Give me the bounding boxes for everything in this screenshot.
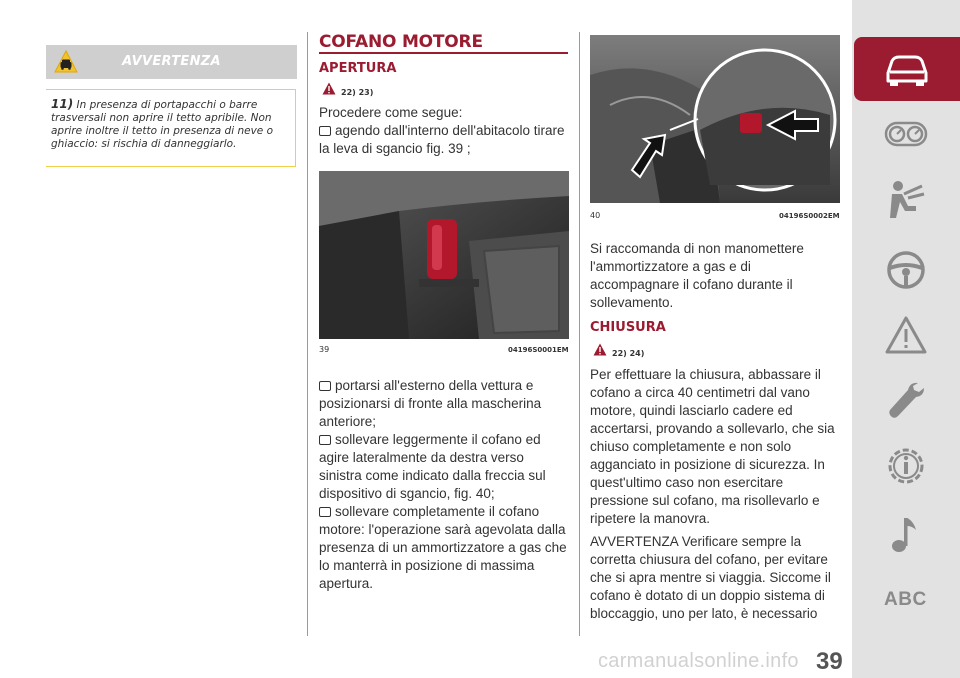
checkbox-icon (319, 381, 331, 391)
wrench-icon[interactable] (886, 380, 926, 422)
figure-39-image (319, 171, 569, 339)
warning-title: AVVERTENZA (122, 54, 221, 69)
warning-triangle-icon (322, 82, 336, 95)
opening-step-1: agendo dall'interno dell'abitacolo tirare la leva di sgancio fig. 39 ; (319, 123, 565, 156)
opening-heading: APERTURA (319, 61, 397, 76)
warning-header (46, 45, 297, 79)
column-divider-left (307, 32, 308, 636)
page-number: 39 (816, 648, 843, 675)
watermark: carmanualsonline.info (598, 650, 799, 672)
hood-latch-illustration (590, 35, 840, 203)
column-divider-right (579, 32, 580, 636)
figure-40-image (590, 35, 840, 203)
music-note-icon[interactable] (890, 514, 922, 554)
closing-heading: CHIUSURA (590, 320, 666, 335)
steering-wheel-icon[interactable] (886, 250, 926, 290)
closing-paragraph-2: AVVERTENZA Verificare sempre la corretta chiusura del cofano, per evitare che si apra mentre si viaggia. Siccome il cofano è dotato di un doppio sistema di bloccaggio, uno per lato, è necessario (590, 534, 831, 621)
info-gear-icon[interactable] (884, 444, 928, 488)
figure-40-code: 04196S0002EM (779, 212, 840, 220)
opening-intro: Procedere come segue: (319, 105, 463, 120)
checkbox-icon (319, 126, 331, 136)
section-title: COFANO MOTORE (319, 32, 483, 52)
checkbox-icon (319, 507, 331, 517)
advice-paragraph: Si raccomanda di non manomettere l'ammortizzatore a gas e di accompagnare il cofano durante il sollevamento. (590, 241, 804, 310)
warning-text: In presenza di portapacchi o barre trasversali non aprire il tetto apribile. Non aprire inoltre il tetto in presenza di neve o ghiaccio: si rischia di danneggiarlo. (51, 99, 274, 150)
checkbox-icon (319, 435, 331, 445)
warning-number: 11) (51, 97, 74, 111)
sidebar-item-car[interactable] (854, 37, 960, 101)
figure-39-number: 39 (319, 345, 330, 354)
car-icon (884, 51, 930, 87)
warning-triangle-icon (593, 343, 607, 356)
opening-refs: 22) 23) (341, 88, 374, 97)
warning-body (46, 89, 296, 167)
warning-triangle-icon[interactable] (885, 316, 927, 354)
opening-step-4: sollevare completamente il cofano motore: l'operazione sarà agevolata dalla presenza di un ammortizzatore a gas che lo manterrà in posizione di massima apertura. (319, 504, 567, 591)
figure-39-code: 04196S0001EM (508, 346, 569, 354)
hood-release-lever-illustration (319, 171, 569, 339)
gauges-icon[interactable] (884, 120, 928, 148)
figure-40-number: 40 (590, 211, 601, 220)
sidebar-item-abc[interactable]: ABC (884, 589, 927, 610)
closing-paragraph-1: Per effettuare la chiusura, abbassare il cofano a circa 40 centimetri dal vano motore, quindi lasciarlo cadere ed accertarsi, provando a sollevarlo, che sia chiuso completamente e non solo agganciato in posizione di sicurezza. In quest'ultimo caso non esercitare pressione sul cofano, ma risollevarlo e ripetere la manovra. (590, 367, 835, 526)
closing-refs: 22) 24) (612, 349, 645, 358)
opening-step-3: sollevare leggermente il cofano ed agire lateralmente da destra verso sinistra come indicato dalla freccia sul dispositivo di sgancio, fig. 40; (319, 432, 546, 501)
seat-occupant-icon[interactable] (886, 180, 926, 220)
section-title-rule (319, 52, 568, 54)
opening-step-2: portarsi all'esterno della vettura e posizionarsi di fronte alla mascherina anteriore; (319, 378, 542, 429)
